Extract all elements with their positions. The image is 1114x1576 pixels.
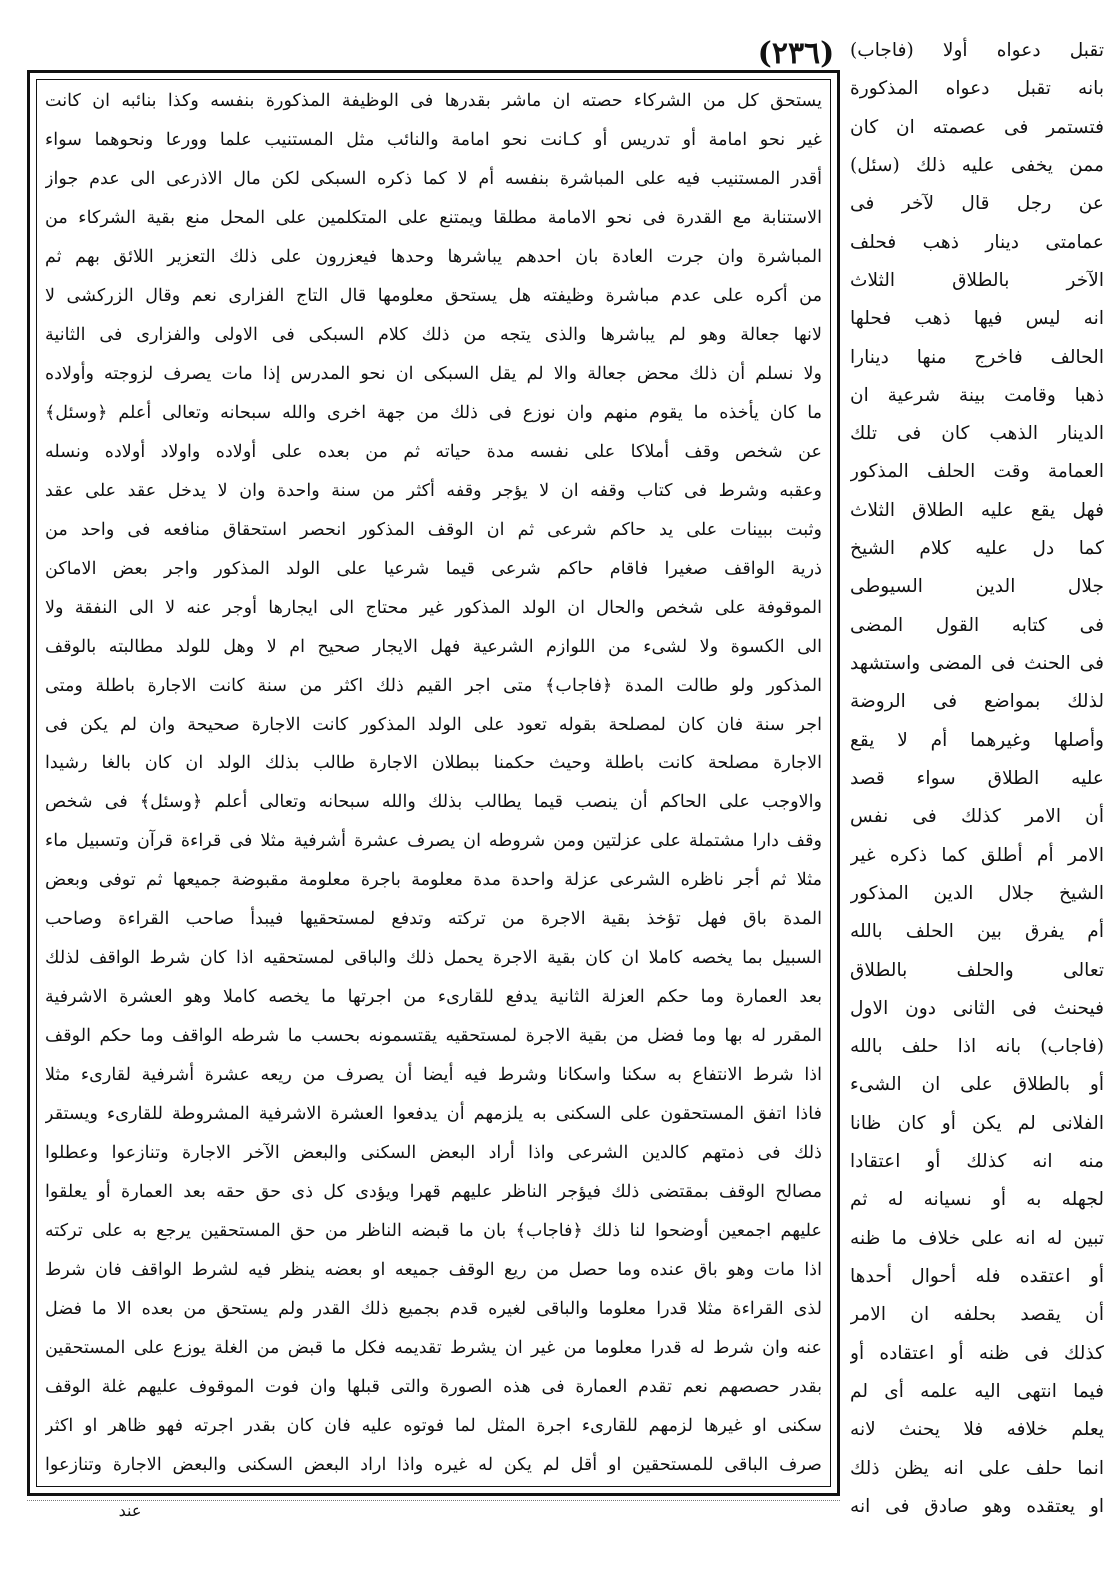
main-text-line: الى الكسوة ولا لشىء من اللوازم الشرعية فهل الايجار صحيح ام لا وهل للولد مطالبته بالوقف xyxy=(45,636,822,657)
main-text-line: ولا نسلم أن ذلك محض جعالة والا لم يقل السبكى ان نحو المدرس إذا مات يصرف لزوجته وأولاده xyxy=(45,363,822,384)
main-text-line: ذلك فى ذمتهم كالدين الشرعى واذا أراد البعض السكنى والبعض الآخر الاجارة وتنازعوا وعطلوا xyxy=(45,1143,822,1164)
main-text-line: وثبت ببينات على يد حاكم شرعى ثم ان الوقف المذكور انحصر استحقاق منافعه فى واحد من xyxy=(45,519,822,540)
margin-text-line: عمامتى دينار ذهب فحلف xyxy=(850,231,1104,253)
main-text-line: عنه وان شرط له قدرا معلوما من غير ان يشرط تقديمه فكل ما قبض من الغلة يوزع على المستحقين xyxy=(45,1338,822,1358)
main-text-line: لانها جعالة وهو لم يباشرها والذى يتجه من ذلك كلام السبكى فى الاولى والفزارى فى الثانية xyxy=(45,324,822,345)
margin-text-line: فى الحنث فى المضى واستشهد xyxy=(850,653,1104,674)
main-text-line: اذا مات وهو باق عنده وما حصل من ريع الوقف جميعه او بعضه ينظر فيه لشرط الواقف فان شرط xyxy=(45,1260,822,1281)
main-text-line: الاجارة مصلحة كانت باطلة وحيث حكمنا ببطلان الاجارة طالب بذلك الولد ان كان بالغا رشيدا xyxy=(45,753,822,774)
margin-text-line: كذلك فى ظنه أو اعتقاده أو xyxy=(850,1342,1104,1364)
main-text-line: عليهم اجمعين أوضحوا لنا ذلك ﴿فاجاب﴾ بان ما قبضه الناظر من حق المستحقين يرجع به على تركته xyxy=(45,1221,822,1242)
main-text-line: وقف دارا مشتملة على عزلتين ومن شروطه ان يصرف عشرة أشرفية مثلا فى قراءة قرآن وتسبيل ماء xyxy=(45,831,822,852)
main-text-line: ذرية الواقف صغيرا فاقام حاكم شرعى قيما شرعيا على الولد المذكور واجر بعض الاماكن xyxy=(45,558,822,579)
margin-text-line: الامر أم أطلق كما ذكره غير xyxy=(850,844,1104,866)
margin-text-line: العمامة وقت الحلف المذكور xyxy=(850,461,1104,483)
page-number: (٢٣٦) xyxy=(757,36,835,71)
margin-commentary xyxy=(850,34,1104,1524)
margin-text-line: كما دل عليه كلام الشيخ xyxy=(850,538,1104,560)
margin-text-line: أن يقصد بحلفه ان الامر xyxy=(850,1304,1104,1326)
main-text-line: السبيل بما يخصه كاملا ان كان بقية الاجرة يحمل ذلك والباقى لمستحقيه اذا كان شرط الواقف لذلك xyxy=(45,948,822,969)
margin-text-line: أم يفرق بين الحلف بالله xyxy=(850,921,1104,943)
margin-text-line: لجهله به أو نسيانه له ثم xyxy=(850,1189,1104,1211)
margin-text-line: فى كتابه القول المضى xyxy=(850,614,1104,636)
margin-text-line: فتستمر فى عصمته ان كان xyxy=(850,116,1104,138)
margin-text-line: الحالف فاخرج منها دينارا xyxy=(850,346,1104,368)
margin-text-line: الشيخ جلال الدين المذكور xyxy=(850,882,1104,904)
margin-text-line: (فاجاب) بانه اذا حلف بالله xyxy=(850,1036,1104,1058)
main-text-line: لذى القراءة مثلا قدرا معلوما والباقى لغيره قدم بجميع ذلك القدر ولم يستحق من بعده الا ما فضل xyxy=(45,1299,822,1320)
main-text-inner-border xyxy=(36,79,831,1487)
main-text-frame xyxy=(27,70,840,1496)
margin-text-line: تعالى والحلف بالطلاق xyxy=(850,959,1104,981)
margin-text-line: أو بالطلاق على ان الشىء xyxy=(850,1074,1104,1096)
main-text-line: غير نحو امامة أو تدريس أو كـانت نحو امامة والنائب مثل المستنيب علما وورعا ونحوهما سواء xyxy=(45,129,822,150)
main-text-line: فاذا اتفق المستحقون على السكنى به يلزمهم أن يدفعوا العشرة الاشرفية المشروطة للقارىء ويستقر xyxy=(45,1104,822,1125)
main-text-line: عن شخص وقف أملاكا على نفسه مدة حياته ثم من بعده على أولاده واولاد أولاده ونسله xyxy=(45,441,822,462)
main-text-line: بعد العمارة وما حكم العزلة الثانية يدفع للقارىء من اجرتها ما يخصه كاملا وهو العشرة الاشرفية xyxy=(45,987,822,1008)
margin-text-line: تبين له انه على خلاف ما ظنه xyxy=(850,1227,1104,1249)
main-text-line: سكنى او غيرها لزمهم للقارىء اجرة المثل لما فوتوه عليه فان كان بقدر اجرته فهو ظاهر او اكثر xyxy=(45,1415,822,1436)
margin-text-line: لذلك بمواضع فى الروضة xyxy=(850,691,1104,713)
main-text-line: المباشرة وان جرت العادة بان احدهم يباشرها وحدها فيعزرون على ذلك التعزير اللائق بهم ثم xyxy=(45,246,822,267)
main-text-line: وعقبه وشرط فى كتاب وقفه ان لا يؤجر وقفه أكثر من سنة واحدة وان لا يدخل عقد على عقد xyxy=(45,480,822,501)
main-text-line: المدة باق فهل تؤخذ بقية الاجرة من تركته وتدفع لمستحقيها فيبدأ صاحب القراءة وصاحب xyxy=(45,909,822,930)
margin-text-line: جلال الدين السيوطى xyxy=(850,576,1104,598)
margin-text-line: انه ليس فيها ذهب فحلها xyxy=(850,308,1104,330)
margin-text-line: عن رجل قال لآخر فى xyxy=(850,193,1104,215)
margin-text-line: وأصلها وغيرهما أم لا يقع xyxy=(850,729,1104,751)
margin-text-line: الدينار الذهب كان فى تلك xyxy=(850,423,1104,445)
main-text-line: اجر سنة فان كان لمصلحة بقوله تعود على الولد المذكور كانت الاجارة صحيحة وان لم يكن فى xyxy=(45,714,822,735)
margin-text-line: بانه تقبل دعواه المذكورة xyxy=(850,78,1104,100)
margin-text-line: أو اعتقده فله أحوال أحدها xyxy=(850,1266,1104,1287)
main-text-line: يستحق كل من الشركاء حصته ان ماشر بقدرها فى الوظيفة المذكورة بنفسه وكذا بنائبه ان كانت xyxy=(45,91,822,111)
margin-text-line: عليه الطلاق سواء قصد xyxy=(850,767,1104,789)
margin-text-line: الفلانى لم يكن أو كان ظانا xyxy=(850,1112,1104,1134)
margin-text-line: فهل يقع عليه الطلاق الثلاث xyxy=(850,499,1104,521)
main-text-line: الموقوفة على شخص والحال ان الولد المذكور غير محتاج الى ايجارها أوجر عنه لا الى النفقة ولا xyxy=(45,597,822,618)
main-text-line: بقدر حصصهم نعم تقدم العمارة فى هذه الصورة والتى قبلها وان فوت الموقوف عليهم غلة الوقف xyxy=(45,1376,822,1397)
margin-text-line: أن الامر كذلك فى نفس xyxy=(850,806,1104,828)
margin-text-line: الآخر بالطلاق الثلاث xyxy=(850,269,1104,291)
main-text-line: من أكره على عدم مباشرة وظيفته هل يستحق معلومها قال التاج الفزارى نعم وقال الزركشى لا xyxy=(45,285,822,306)
margin-text-line: ذهبا وقامت بينة شرعية ان xyxy=(850,384,1104,406)
margin-text-line: ممن يخفى عليه ذلك (سئل) xyxy=(850,154,1104,176)
margin-text-line: فيما انتهى اليه علمه أى لم xyxy=(850,1380,1104,1402)
main-text-line: مصالح الوقف بمقتضى ذلك فيؤجر الناظر عليهم قهرا ويؤدى كل ذى حق حقه بعد العمارة أو يعلقوا xyxy=(45,1182,822,1203)
main-text-line: اذا شرط الانتفاع به سكنا واسكانا وشرط فيه أيضا أن يصرف من ريعه عشرة أشرفية لقارىء مثلا xyxy=(45,1065,822,1086)
margin-text-line: انما حلف على انه يظن ذلك xyxy=(850,1457,1104,1479)
main-text-block xyxy=(45,84,822,1482)
main-text-line: مثلا ثم أجر ناظره الشرعى عزلة واحدة مدة معلومة باجرة معلومة مقبوضة جميعها ثم توفى وبعض xyxy=(45,870,822,891)
margin-text-line: تقبل دعواه أولا (فاجاب) xyxy=(850,40,1104,61)
margin-text-line: او يعتقده وهو صادق فى انه xyxy=(850,1495,1104,1517)
margin-text-line: فيحنث فى الثانى دون الاول xyxy=(850,997,1104,1019)
main-text-line: والاوجب على الحاكم أن ينصب قيما يطالب بذلك والله سبحانه وتعالى أعلم ﴿وسئل﴾ فى شخص xyxy=(45,792,822,813)
main-text-line: المذكور ولو طالت المدة ﴿فاجاب﴾ متى اجر القيم ذلك اكثر من سنة كانت الاجارة باطلة ومتى xyxy=(45,675,822,696)
margin-text-line: منه انه كذلك أو اعتقادا xyxy=(850,1151,1104,1173)
main-text-line: المقرر له بها وما فضل من بقية الاجرة لمستحقيه يقتسمونه بحسب ما شرطه الواقف وما حكم الوقف xyxy=(45,1026,822,1047)
main-text-line: الاستنابة مع القدرة فى نحو الامامة مطلقا ويمتنع على المتكلمين على المحل منع بقية الشركاء من xyxy=(45,207,822,228)
margin-text-line: يعلم خلافه فلا يحنث لانه xyxy=(850,1419,1104,1441)
main-text-line: أقدر المستنيب فيه على المباشرة بنفسه أم لا كما ذكره السبكى لكن مال الاذرعى الى عدم جواز xyxy=(45,168,822,189)
catchword: عند xyxy=(118,1501,142,1520)
main-text-line: صرف الباقى للمستحقين او أقل لم يكن له غيره واذا اراد البعض السكنى والبعض الاجارة وتنازعوا xyxy=(45,1454,822,1475)
main-text-line: ما كان يأخذه ما يقوم منهم وان نوزع فى ذلك من جهة اخرى والله سبحانه وتعالى أعلم ﴿وسئل﴾ xyxy=(45,402,822,423)
